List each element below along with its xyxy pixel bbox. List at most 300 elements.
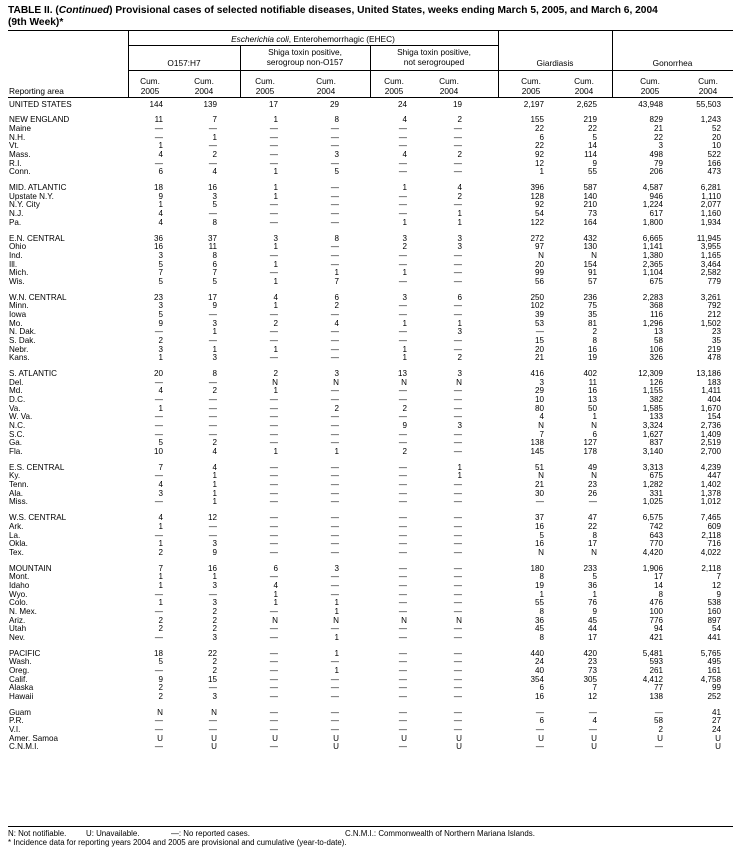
table-cell: 4	[457, 183, 462, 193]
table-cell: —	[654, 707, 663, 717]
table-cell: 5	[158, 657, 163, 667]
table-cell: 396	[530, 183, 544, 193]
table-cell: 2	[457, 353, 462, 363]
table-cell: 478	[707, 353, 721, 363]
table-cell: 8	[212, 217, 217, 227]
table-cell: —	[453, 648, 462, 658]
table-cell: 140	[583, 191, 597, 201]
table-row	[0, 616, 740, 625]
table-cell: —	[330, 580, 339, 590]
area-name: MOUNTAIN	[9, 563, 52, 573]
table-cell: —	[398, 141, 407, 151]
table-cell: —	[453, 124, 462, 133]
area-name: Tex.	[9, 547, 24, 557]
table-cell: U	[456, 742, 462, 752]
table-cell: —	[330, 327, 339, 337]
table-cell: —	[154, 158, 163, 168]
table-cell: U	[591, 742, 597, 752]
table-cell: —	[330, 200, 339, 210]
table-cell: —	[269, 725, 278, 735]
table-cell: 4	[158, 513, 163, 523]
area-name: Iowa	[9, 309, 27, 319]
table-cell: 49	[587, 462, 597, 472]
table-cell: 138	[649, 691, 663, 701]
table-cell: 92	[534, 200, 544, 210]
table-row	[0, 209, 740, 218]
table-cell: 3	[158, 301, 163, 311]
table-cell: —	[453, 497, 462, 507]
table-cell: 643	[649, 530, 663, 540]
table-row	[0, 192, 740, 201]
table-cell: 779	[707, 276, 721, 286]
table-cell: —	[398, 624, 407, 634]
table-cell: 716	[707, 539, 721, 549]
table-row	[0, 572, 740, 581]
table-cell: 3	[334, 563, 339, 573]
table-cell: —	[398, 716, 407, 726]
area-name: W.S. CENTRAL	[9, 513, 67, 523]
table-cell: 45	[587, 615, 597, 625]
table-row	[0, 633, 740, 642]
table-cell: N	[211, 707, 217, 717]
table-cell: —	[330, 344, 339, 354]
table-cell: 1,012	[700, 497, 721, 507]
area-name: Ariz.	[9, 615, 26, 625]
table-cell: 35	[711, 335, 721, 345]
table-cell: —	[398, 259, 407, 269]
table-cell: 2	[212, 666, 217, 675]
table-cell: 236	[583, 292, 597, 302]
table-cell: 36	[153, 233, 163, 243]
table-cell: 476	[649, 598, 663, 608]
table-cell: —	[330, 674, 339, 684]
table-row	[0, 141, 740, 150]
table-row	[0, 115, 740, 124]
table-cell: 1	[158, 598, 163, 608]
table-row	[0, 438, 740, 447]
table-row	[0, 497, 740, 506]
table-cell: 15	[534, 335, 544, 345]
table-cell: —	[269, 309, 278, 319]
area-name: R.I.	[9, 158, 22, 168]
table-cell: 675	[649, 276, 663, 286]
table-cell: —	[535, 742, 544, 752]
table-cell: —	[330, 657, 339, 667]
table-cell: —	[269, 521, 278, 531]
table-cell: —	[453, 335, 462, 345]
table-cell: —	[330, 513, 339, 523]
table-cell: 8	[592, 530, 597, 540]
table-cell: 3	[212, 318, 217, 328]
table-cell: U	[211, 733, 217, 743]
table-cell: 3	[457, 242, 462, 252]
table-cell: 1	[212, 488, 217, 498]
table-cell: 20	[711, 132, 721, 142]
table-cell: —	[398, 521, 407, 531]
table-cell: N	[538, 471, 544, 481]
area-name: Md.	[9, 386, 23, 396]
table-cell: —	[269, 572, 278, 582]
table-row	[0, 480, 740, 489]
table-cell: —	[398, 438, 407, 448]
table-row	[0, 421, 740, 430]
table-cell: 133	[649, 412, 663, 422]
table-cell: —	[398, 632, 407, 642]
table-cell: 212	[707, 309, 721, 319]
table-cell: 130	[583, 242, 597, 252]
table-cell: 1	[273, 386, 278, 396]
table-cell: —	[398, 691, 407, 701]
table-cell: N	[591, 471, 597, 481]
table-cell: —	[453, 632, 462, 642]
table-cell: U	[333, 742, 339, 752]
table-cell: 2,519	[700, 438, 721, 448]
area-name: Alaska	[9, 683, 34, 693]
area-name: NEW ENGLAND	[9, 115, 70, 125]
table-cell: 9	[158, 318, 163, 328]
table-cell: 29	[534, 386, 544, 396]
table-cell: —	[453, 666, 462, 675]
table-cell: —	[330, 530, 339, 540]
table-cell: 26	[587, 488, 597, 498]
table-cell: —	[330, 132, 339, 142]
table-cell: —	[269, 480, 278, 490]
table-row	[0, 124, 740, 133]
table-cell: —	[398, 276, 407, 286]
table-cell: 5	[158, 309, 163, 319]
table-cell: 4,022	[700, 547, 721, 557]
table-cell: 1	[273, 301, 278, 311]
table-cell: 54	[534, 209, 544, 219]
table-cell: 22	[587, 521, 597, 531]
table-cell: —	[398, 648, 407, 658]
area-name: Ark.	[9, 521, 24, 531]
table-cell: 1	[273, 344, 278, 354]
table-cell: 7	[592, 683, 597, 693]
table-cell: 2	[212, 606, 217, 616]
table-cell: 1,627	[642, 429, 663, 439]
table-cell: 1	[273, 259, 278, 269]
table-cell: 8	[658, 589, 663, 599]
table-cell: 21	[534, 353, 544, 363]
table-cell: —	[453, 344, 462, 354]
table-cell: 92	[534, 149, 544, 159]
table-cell: 22	[587, 124, 597, 133]
footnote-2: * Incidence data for reporting years 2004 and 2005 are provisional and cumulative (year-to-date).	[8, 838, 347, 847]
table-cell: 331	[649, 488, 663, 498]
area-name: N.C.	[9, 420, 26, 430]
area-name: C.N.M.I.	[9, 742, 39, 752]
table-row	[0, 268, 740, 277]
area-name: Del.	[9, 377, 24, 387]
table-cell: 97	[534, 242, 544, 252]
table-cell: 50	[587, 403, 597, 413]
table-row	[0, 683, 740, 692]
table-cell: 522	[707, 149, 721, 159]
column-header: Cum. 2005	[384, 76, 404, 96]
table-row	[0, 310, 740, 319]
table-cell: —	[330, 462, 339, 472]
table-cell: —	[269, 268, 278, 278]
table-cell: 1	[158, 200, 163, 210]
table-cell: 1	[402, 268, 407, 278]
table-cell: 3	[457, 233, 462, 243]
table-cell: —	[398, 250, 407, 260]
table-cell: 3	[212, 691, 217, 701]
table-cell: —	[330, 707, 339, 717]
table-cell: 22	[534, 141, 544, 151]
table-cell: 2	[457, 191, 462, 201]
table-cell: 1	[212, 572, 217, 582]
table-cell: —	[330, 471, 339, 481]
table-cell: 326	[649, 353, 663, 363]
table-cell: 7	[212, 115, 217, 125]
table-cell: 3	[158, 344, 163, 354]
table-cell: 440	[530, 648, 544, 658]
table-cell: 9	[158, 191, 163, 201]
table-cell: —	[398, 725, 407, 735]
table-cell: 2	[402, 403, 407, 413]
table-cell: —	[269, 674, 278, 684]
stx-nono157-header: Shiga toxin positive, serogroup non-O157	[266, 47, 344, 67]
table-cell: 16	[534, 539, 544, 549]
table-cell: —	[330, 242, 339, 252]
table-cell: —	[154, 471, 163, 481]
table-cell: 8	[334, 115, 339, 125]
table-row	[0, 242, 740, 251]
column-header: Cum. 2005	[140, 76, 160, 96]
col-sep-5	[612, 30, 613, 97]
table-cell: —	[398, 674, 407, 684]
table-cell: 13	[397, 369, 407, 379]
column-header: Cum. 2004	[574, 76, 594, 96]
table-cell: —	[330, 335, 339, 345]
table-cell: 4	[334, 318, 339, 328]
table-cell: 1	[158, 353, 163, 363]
table-cell: —	[330, 259, 339, 269]
table-cell: —	[208, 377, 217, 387]
table-cell: 402	[583, 369, 597, 379]
table-cell: 12	[207, 513, 217, 523]
ehec-header: Escherichia coli, Enterohemorrhagic (EHEC)	[231, 34, 395, 44]
table-cell: 4	[592, 716, 597, 726]
table-cell: 99	[711, 683, 721, 693]
table-cell: 1,160	[700, 209, 721, 219]
table-row	[0, 369, 740, 378]
table-cell: —	[330, 412, 339, 422]
table-cell: 2	[334, 403, 339, 413]
table-cell: 2,736	[700, 420, 721, 430]
table-row	[0, 100, 740, 109]
table-cell: —	[398, 563, 407, 573]
table-cell: 76	[587, 598, 597, 608]
table-cell: 1	[273, 115, 278, 125]
table-cell: 4,412	[642, 674, 663, 684]
table-cell: 3	[402, 233, 407, 243]
table-cell: 8	[212, 369, 217, 379]
table-cell: —	[154, 327, 163, 337]
table-cell: —	[330, 309, 339, 319]
table-row	[0, 395, 740, 404]
table-cell: —	[330, 488, 339, 498]
table-cell: —	[453, 547, 462, 557]
table-cell: —	[453, 268, 462, 278]
table-cell: 4	[212, 167, 217, 177]
table-cell: 6	[273, 563, 278, 573]
table-cell: —	[453, 412, 462, 422]
table-cell: —	[398, 530, 407, 540]
table-cell: 11,945	[696, 233, 721, 243]
table-cell: 13	[587, 395, 597, 404]
table-cell: 1	[334, 598, 339, 608]
table-cell: 2	[592, 327, 597, 337]
area-name: Calif.	[9, 674, 28, 684]
table-cell: 1	[158, 521, 163, 531]
table-cell: —	[330, 420, 339, 430]
table-cell: 54	[711, 624, 721, 634]
table-cell: —	[269, 335, 278, 345]
table-cell: —	[154, 497, 163, 507]
table-cell: 127	[583, 438, 597, 448]
footnote-1: N: Not notifiable. U: Unavailable. —: No reported cases. C.N.M.I.: Commonwealth of Northern Mariana Islands.	[8, 829, 535, 838]
table-cell: —	[269, 547, 278, 557]
table-cell: 161	[707, 666, 721, 675]
table-cell: —	[453, 624, 462, 634]
table-cell: —	[154, 429, 163, 439]
table-cell: 897	[707, 615, 721, 625]
gonorrhea-header: Gonorrhea	[652, 58, 693, 68]
table-cell: 128	[530, 191, 544, 201]
table-cell: —	[398, 539, 407, 549]
table-cell: 2,197	[523, 99, 544, 109]
table-row	[0, 539, 740, 548]
table-cell: 19	[452, 99, 462, 109]
table-cell: —	[330, 353, 339, 363]
table-cell: 1	[402, 318, 407, 328]
table-cell: 742	[649, 521, 663, 531]
table-cell: 5	[158, 438, 163, 448]
table-cell: —	[269, 429, 278, 439]
table-cell: 2	[334, 301, 339, 311]
table-cell: 3	[212, 598, 217, 608]
table-cell: 58	[653, 335, 663, 345]
table-cell: 1	[457, 318, 462, 328]
table-cell: —	[398, 124, 407, 133]
table-cell: —	[154, 124, 163, 133]
table-cell: 3	[212, 353, 217, 363]
table-cell: —	[453, 683, 462, 693]
table-cell: 1	[457, 471, 462, 481]
table-cell: —	[154, 420, 163, 430]
table-cell: —	[453, 572, 462, 582]
table-cell: 4	[158, 217, 163, 227]
table-row	[0, 336, 740, 345]
table-cell: 382	[649, 395, 663, 404]
table-cell: 1	[592, 412, 597, 422]
table-cell: U	[333, 733, 339, 743]
table-cell: —	[453, 250, 462, 260]
table-cell: 8	[539, 632, 544, 642]
table-cell: 1	[334, 666, 339, 675]
table-cell: 2,365	[642, 259, 663, 269]
table-cell: —	[398, 309, 407, 319]
table-cell: 233	[583, 563, 597, 573]
table-cell: —	[453, 657, 462, 667]
table-cell: 272	[530, 233, 544, 243]
table-cell: 45	[534, 624, 544, 634]
table-cell: 776	[649, 615, 663, 625]
table-cell: U	[715, 733, 721, 743]
table-cell: 55,503	[696, 99, 721, 109]
table-cell: 6	[539, 683, 544, 693]
table-cell: 6	[539, 132, 544, 142]
table-cell: 252	[707, 691, 721, 701]
table-cell: —	[453, 539, 462, 549]
reporting-area-header: Reporting area	[9, 86, 64, 96]
table-cell: 946	[649, 191, 663, 201]
table-cell: 44	[587, 624, 597, 634]
area-name: Pa.	[9, 217, 22, 227]
table-cell: 100	[649, 606, 663, 616]
table-cell: —	[453, 530, 462, 540]
table-cell: 36	[587, 580, 597, 590]
table-cell: 180	[530, 563, 544, 573]
table-cell: 73	[587, 666, 597, 675]
table-cell: 1,155	[642, 386, 663, 396]
table-cell: 2,582	[700, 268, 721, 278]
table-row	[0, 159, 740, 168]
table-cell: 9	[592, 158, 597, 168]
table-cell: 5	[592, 132, 597, 142]
table-row	[0, 301, 740, 310]
table-cell: —	[269, 742, 278, 752]
table-cell: 106	[649, 344, 663, 354]
table-cell: 19	[534, 580, 544, 590]
table-cell: 1,502	[700, 318, 721, 328]
table-row	[0, 133, 740, 142]
table-cell: 1,670	[700, 403, 721, 413]
table-cell: 145	[530, 446, 544, 456]
table-cell: —	[208, 683, 217, 693]
table-row	[0, 200, 740, 209]
area-name: Utah	[9, 624, 27, 634]
col-sep-1	[128, 30, 129, 97]
area-name: P.R.	[9, 716, 24, 726]
table-cell: 3	[402, 292, 407, 302]
area-name: Wash.	[9, 657, 32, 667]
area-name: Tenn.	[9, 480, 29, 490]
table-cell: 18	[153, 648, 163, 658]
table-cell: 12	[587, 691, 597, 701]
table-cell: 2	[158, 547, 163, 557]
table-cell: 1,224	[642, 200, 663, 210]
table-cell: N	[333, 615, 339, 625]
table-cell: 160	[707, 606, 721, 616]
table-cell: —	[154, 589, 163, 599]
area-name: Kans.	[9, 353, 30, 363]
table-cell: —	[269, 488, 278, 498]
table-cell: 3	[658, 141, 663, 151]
table-cell: —	[208, 521, 217, 531]
table-row	[0, 708, 740, 717]
table-cell: 7	[212, 268, 217, 278]
table-cell: —	[269, 327, 278, 337]
table-cell: —	[535, 707, 544, 717]
table-cell: —	[269, 497, 278, 507]
table-cell: 91	[587, 268, 597, 278]
table-cell: 122	[530, 217, 544, 227]
area-name: Ind.	[9, 250, 23, 260]
